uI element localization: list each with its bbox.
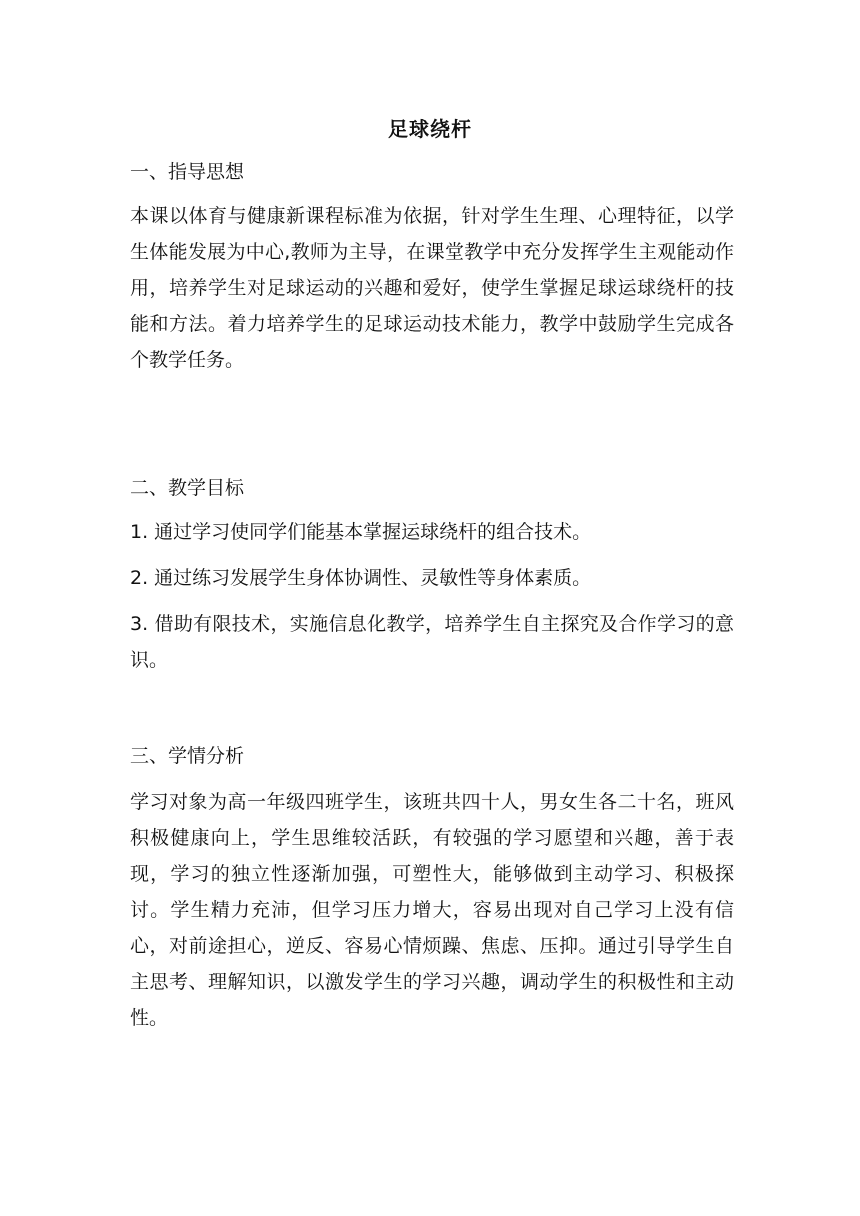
- section-paragraph-learner-analysis: 学习对象为高一年级四班学生，该班共四十人，男女生各二十名，班风积极健康向上，学生思维较活跃，有较强的学习愿望和兴趣，善于表现，学习的独立性逐渐加强，可塑性大，能够做到主动学习、积极探讨。学生精力充沛，但学习压力增大，容易出现对自己学习上没有信心，对前途担心，逆反、容易心情烦躁、焦虑、压抑。通过引导学生自主思考、理解知识，以激发学生的学习兴趣，调动学生的积极性和主动性。: [130, 791, 734, 1029]
- section-heading-teaching-objectives: 二、教学目标: [130, 477, 245, 499]
- section-heading-guiding-ideology: 一、指导思想: [130, 161, 245, 183]
- section-paragraph-guiding-ideology: 本课以体育与健康新课程标准为依据，针对学生生理、心理特征，以学生体能发展为中心,教师为主导，在课堂教学中充分发挥学生主观能动作用，培养学生对足球运动的兴趣和爱好，使学生掌握足球运球绕杆的技能和方法。着力培养学生的足球运动技术能力，教学中鼓励学生完成各个教学任务。: [130, 205, 734, 371]
- objective-item-1: 1. 通过学习使同学们能基本掌握运球绕杆的组合技术。: [130, 521, 592, 543]
- objective-item-3: 3. 借助有限技术，实施信息化教学，培养学生自主探究及合作学习的意识。: [130, 613, 734, 671]
- section-heading-learner-analysis: 三、学情分析: [130, 745, 245, 767]
- objective-item-2: 2. 通过练习发展学生身体协调性、灵敏性等身体素质。: [130, 567, 592, 589]
- document-title: 足球绕杆: [388, 117, 472, 141]
